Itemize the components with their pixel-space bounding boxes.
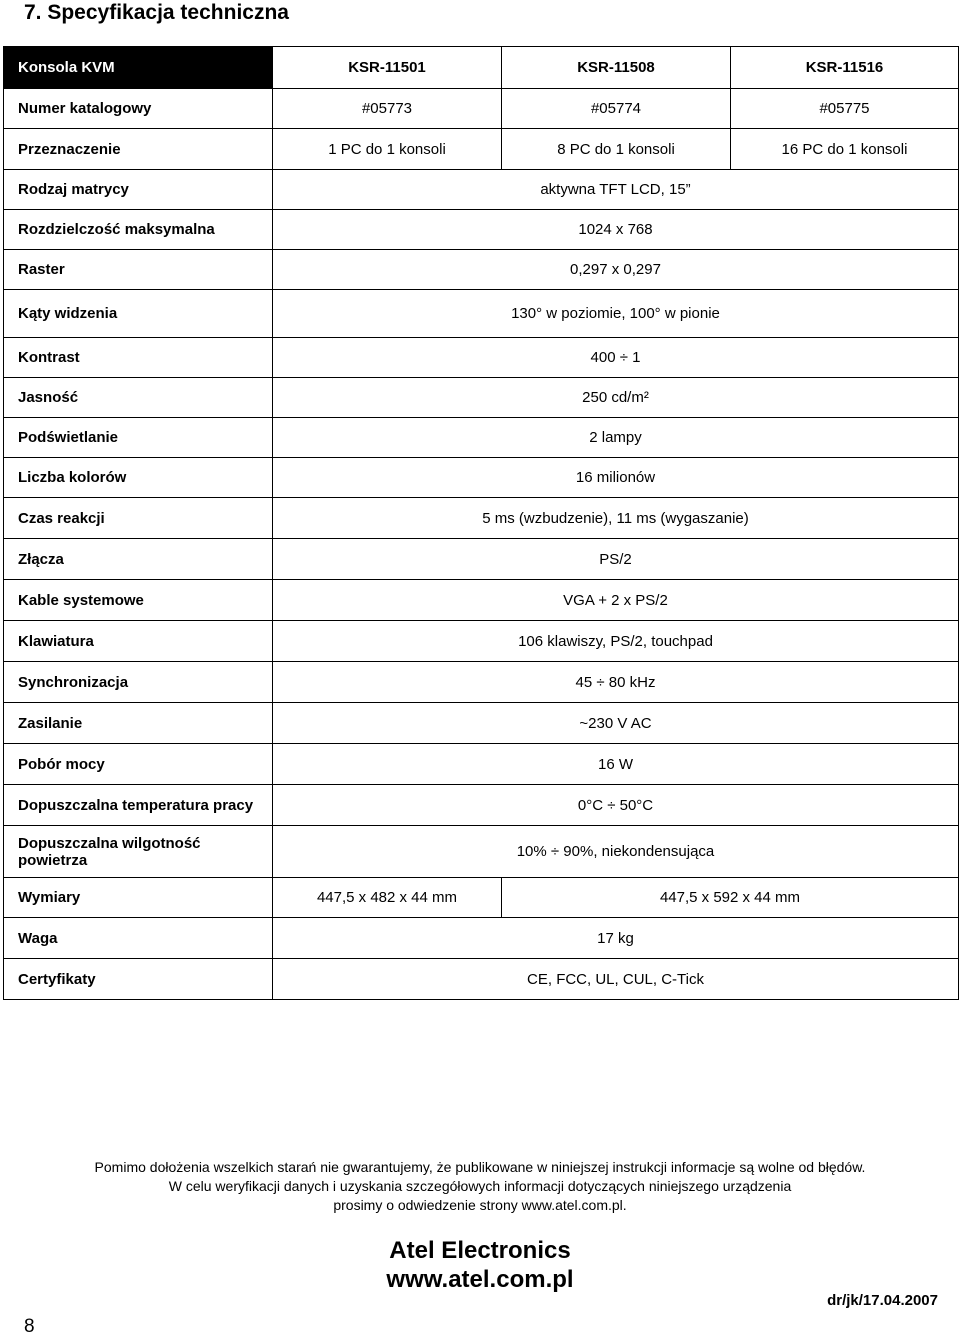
cell-value: 447,5 x 592 x 44 mm (502, 878, 959, 918)
disclaimer-line: W celu weryfikacji danych i uzyskania szczegółowych informacji dotyczących niniejszego urządzenia (168, 1178, 792, 1194)
row-label: Zasilanie (4, 703, 273, 744)
table-header-row (4, 47, 959, 89)
cell-value: 400 ÷ 1 (273, 338, 959, 378)
cell-value: 0,297 x 0,297 (273, 250, 959, 290)
table-row (4, 498, 959, 539)
row-label: Klawiatura (4, 621, 273, 662)
row-label: Raster (4, 250, 273, 290)
row-label: Kąty widzenia (4, 290, 273, 338)
cell-value: 1 PC do 1 konsoli (273, 129, 502, 170)
cell-value: 16 PC do 1 konsoli (731, 129, 959, 170)
table-row (4, 621, 959, 662)
table-row (4, 89, 959, 129)
row-label: Rozdzielczość maksymalna (4, 210, 273, 250)
row-label: Rodzaj matrycy (4, 170, 273, 210)
row-label: Synchronizacja (4, 662, 273, 703)
company-block (0, 1236, 960, 1294)
table-row (4, 580, 959, 621)
row-label: Certyfikaty (4, 959, 273, 1000)
row-label: Czas reakcji (4, 498, 273, 539)
table-row (4, 418, 959, 458)
table-row (4, 290, 959, 338)
cell-value: 16 milionów (273, 458, 959, 498)
document-code: dr/jk/17.04.2007 (827, 1292, 938, 1309)
table-row (4, 826, 959, 878)
cell-value: 5 ms (wzbudzenie), 11 ms (wygaszanie) (273, 498, 959, 539)
section-title: 7. Specyfikacja techniczna (24, 1, 289, 24)
cell-value: #05773 (273, 89, 502, 129)
disclaimer-line: Pomimo dołożenia wszelkich starań nie gwarantujemy, że publikowane w niniejszej instrukcji informacje są wolne od błędów. (94, 1159, 866, 1175)
table-row (4, 785, 959, 826)
spec-table (3, 46, 959, 1000)
row-label: Dopuszczalna temperatura pracy (4, 785, 273, 826)
table-row (4, 878, 959, 918)
cell-value: 2 lampy (273, 418, 959, 458)
disclaimer (0, 1158, 960, 1215)
table-row (4, 378, 959, 418)
cell-value: 447,5 x 482 x 44 mm (273, 878, 502, 918)
header-label: Konsola KVM (4, 47, 273, 89)
cell-value: 8 PC do 1 konsoli (502, 129, 731, 170)
row-label: Waga (4, 918, 273, 959)
row-label: Pobór mocy (4, 744, 273, 785)
cell-value: 10% ÷ 90%, niekondensująca (273, 826, 959, 878)
page-number: 8 (24, 1316, 35, 1337)
table-row (4, 918, 959, 959)
row-label: Jasność (4, 378, 273, 418)
table-row (4, 210, 959, 250)
cell-value: VGA + 2 x PS/2 (273, 580, 959, 621)
cell-value: 130° w poziomie, 100° w pionie (273, 290, 959, 338)
cell-value: aktywna TFT LCD, 15” (273, 170, 959, 210)
cell-value: ~230 V AC (273, 703, 959, 744)
row-label: Numer katalogowy (4, 89, 273, 129)
table-row (4, 744, 959, 785)
row-label: Przeznaczenie (4, 129, 273, 170)
table-row (4, 250, 959, 290)
disclaimer-line: prosimy o odwiedzenie strony www.atel.com.pl. (333, 1197, 627, 1213)
table-row (4, 170, 959, 210)
cell-value: #05774 (502, 89, 731, 129)
row-label: Dopuszczalna wilgotność powietrza (4, 826, 273, 878)
row-label: Liczba kolorów (4, 458, 273, 498)
row-label: Podświetlanie (4, 418, 273, 458)
row-label: Kable systemowe (4, 580, 273, 621)
cell-value: CE, FCC, UL, CUL, C-Tick (273, 959, 959, 1000)
table-row (4, 703, 959, 744)
cell-value: 17 kg (273, 918, 959, 959)
cell-value: #05775 (731, 89, 959, 129)
row-label: Wymiary (4, 878, 273, 918)
company-name: Atel Electronics (389, 1237, 571, 1264)
cell-value: 106 klawiszy, PS/2, touchpad (273, 621, 959, 662)
row-label: Kontrast (4, 338, 273, 378)
cell-value: 16 W (273, 744, 959, 785)
table-row (4, 662, 959, 703)
table-row (4, 129, 959, 170)
row-label: Złącza (4, 539, 273, 580)
cell-value: 1024 x 768 (273, 210, 959, 250)
table-row (4, 338, 959, 378)
company-url: www.atel.com.pl (386, 1266, 574, 1293)
table-row (4, 458, 959, 498)
table-row (4, 539, 959, 580)
cell-value: 0°C ÷ 50°C (273, 785, 959, 826)
model-column-header: KSR-11501 (273, 47, 502, 89)
cell-value: 45 ÷ 80 kHz (273, 662, 959, 703)
model-column-header: KSR-11516 (731, 47, 959, 89)
table-row (4, 959, 959, 1000)
cell-value: PS/2 (273, 539, 959, 580)
cell-value: 250 cd/m² (273, 378, 959, 418)
model-column-header: KSR-11508 (502, 47, 731, 89)
